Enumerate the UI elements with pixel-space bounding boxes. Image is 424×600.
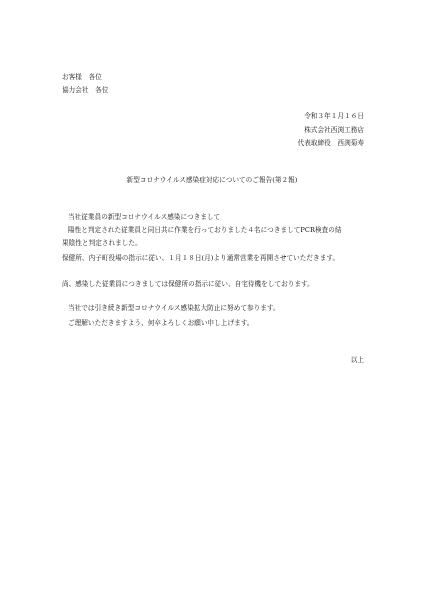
body-paragraph-1-line-3: 果陰性と判定されました。: [62, 239, 142, 247]
addressee-partners: 協力会社 各位: [62, 86, 109, 94]
body-paragraph-1-line-1: 当社従業員の新型コロナウイルス感染につきまして: [68, 213, 221, 221]
body-paragraph-2: 保健所、内子町役場の指示に従い、１月１８日(月)より通常営業を再開させていただきます。: [62, 254, 340, 262]
sender-representative: 代表取締役 西渕菊寿: [297, 139, 364, 147]
body-paragraph-3: 尚、感染した従業員につきましては保健所の指示に従い、自宅待機をしております。: [62, 280, 314, 288]
body-paragraph-1-line-2: 陽性と判定された従業員と同日共に作業を行っておりました４名につきましてPCR検査の結: [68, 226, 342, 234]
document-date: 令和３年１月１６日: [304, 112, 364, 120]
sender-company: 株式会社西渕工務店: [304, 126, 364, 134]
addressee-customers: お客様 各位: [62, 73, 102, 81]
document-title: 新型コロナウイルス感染症対応についてのご報告(第２報): [126, 176, 298, 184]
body-paragraph-4-line-1: 当社では引き続き新型コロナウイルス感染拡大防止に努めて参ります。: [68, 304, 280, 312]
closing-mark: 以上: [350, 356, 364, 364]
body-paragraph-4-line-2: ご理解いただきますよう、何卒よろしくお願い申し上げます。: [68, 319, 254, 327]
